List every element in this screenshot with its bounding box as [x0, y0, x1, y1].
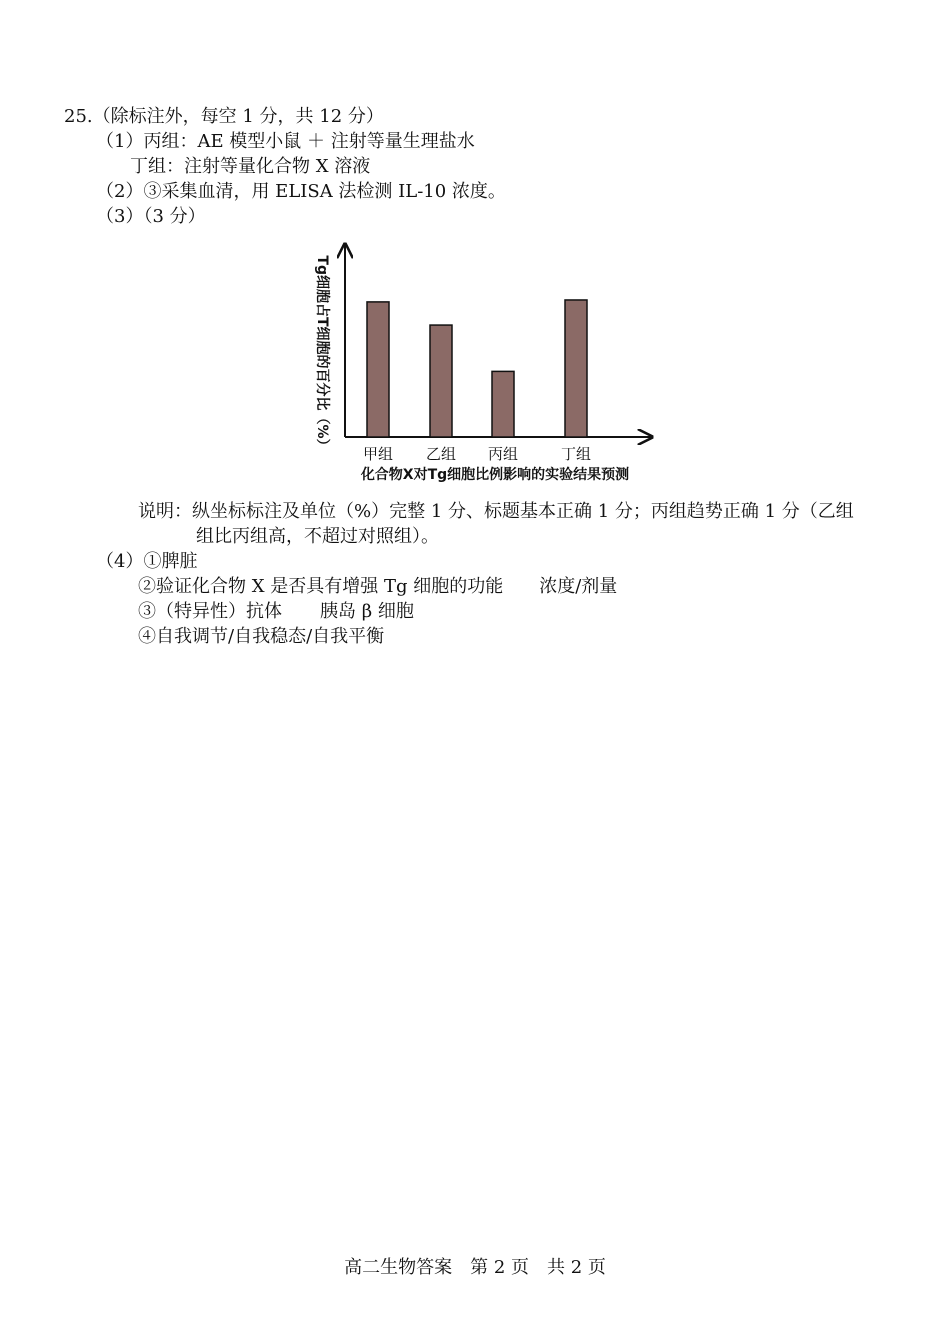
bar-1	[367, 302, 389, 437]
question-header: 25.（除标注外，每空 1 分，共 12 分）	[64, 106, 384, 127]
bar-2	[430, 325, 452, 437]
part4-item3-answer: 胰岛 β 细胞	[320, 601, 414, 622]
part3: （3）（3 分）	[96, 206, 206, 227]
bar-3	[492, 371, 514, 437]
x-tick-labels	[363, 445, 591, 463]
x-tick-label-1: 甲组	[362, 445, 394, 463]
note-line2: 组比丙组高，不超过对照组）。	[196, 526, 439, 547]
part4-item4: ④自我调节/自我稳态/自我平衡	[138, 626, 385, 647]
part4-item2	[138, 575, 617, 599]
x-tick-label-2: 乙组	[425, 445, 457, 463]
part2: （2）③采集血清，用 ELISA 法检测 IL-10 浓度。	[96, 181, 506, 202]
x-tick-label-3: 丙组	[487, 445, 519, 463]
page-footer: 高二生物答案 第 2 页 共 2 页	[344, 1257, 606, 1278]
part4-item3	[138, 600, 414, 624]
y-axis-label: Tg细胞占T细胞的百分比（%）	[314, 255, 330, 453]
part1-line2: 丁组：注射等量化合物 X 溶液	[130, 156, 371, 177]
bar-chart	[300, 236, 670, 486]
part4-label: （4）①脾脏	[96, 551, 198, 572]
part4-item2-text: ②验证化合物 X 是否具有增强 Tg 细胞的功能	[138, 576, 504, 597]
part4-item2-answer: 浓度/剂量	[539, 576, 618, 597]
note-line1: 说明：纵坐标标注及单位（%）完整 1 分、标题基本正确 1 分；丙组趋势正确 1 分（乙组	[138, 501, 854, 522]
x-tick-label-4: 丁组	[560, 445, 592, 463]
part4-item3-text: ③（特异性）抗体	[138, 601, 282, 622]
part1-line1: （1）丙组：AE 模型小鼠 ＋ 注射等量生理盐水	[96, 131, 475, 152]
bar-4	[565, 300, 587, 437]
chart-title: 化合物X对Tg细胞比例影响的实验结果预测	[360, 467, 630, 483]
bars-group	[367, 300, 587, 437]
